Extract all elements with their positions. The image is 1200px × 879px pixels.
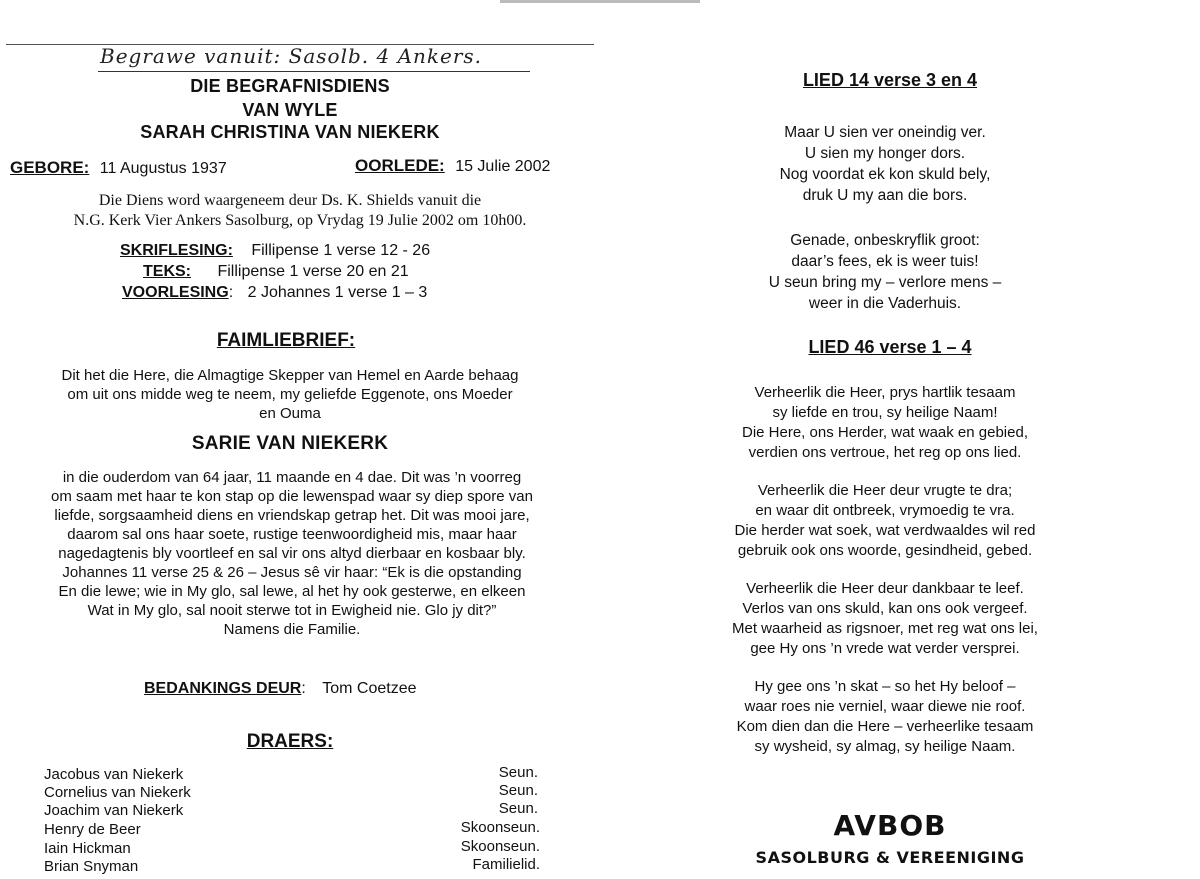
title-line-2: VAN WYLE	[242, 100, 338, 120]
hymn-line: Hy gee ons ’n skat – so het Hy beloof –	[754, 678, 1016, 695]
hymn-line: Verheerlik die Heer deur vrugte te dra;	[757, 482, 1013, 499]
hymn-line: en waar dit ontbreek, vrymoedig te vra.	[755, 502, 1015, 519]
reading-value: 2 Johannes 1 verse 1 – 3	[247, 284, 428, 301]
thanks-label: BEDANKINGS DEUR	[144, 680, 302, 697]
died-value: 15 Julie 2002	[455, 158, 551, 175]
reading-skriflesing	[120, 242, 430, 260]
avbob-branch: SASOLBURG & VEREENIGING	[755, 848, 1025, 867]
reading-voorlesing	[122, 284, 427, 302]
bearer-name: Cornelius van Niekerk	[44, 784, 191, 801]
body-line: Wat in My glo, sal nooit sterwe tot in Ewigheid nie. Glo jy dit?”	[87, 602, 497, 619]
title-line-3: SARAH CHRISTINA VAN NIEKERK	[140, 122, 440, 142]
died-row	[355, 156, 550, 176]
reading-value: Fillipense 1 verse 12 - 26	[251, 242, 431, 259]
hymn2-stanza-4	[715, 677, 1055, 757]
intro-line: Dit het die Here, die Almagtige Skepper van Hemel en Aarde behaag	[61, 367, 519, 384]
body-line: En die lewe; wie in My glo, sal lewe, al het hy ook gesterwe, en elkeen	[58, 583, 526, 600]
born-value: 11 Augustus 1937	[99, 160, 227, 177]
bearer-name: Henry de Beer	[44, 821, 141, 838]
hymn-line: Met waarheid as rigsnoer, met reg wat ons lei,	[732, 620, 1038, 637]
body-line: daarom sal ons haar soete, rustige teenwoordigheid mis, maar haar	[67, 526, 517, 543]
hymn1-stanza-2	[740, 230, 1030, 314]
bearer-relation: Seun.	[498, 764, 538, 781]
hymn-line: Kom dien dan die Here – verheerlike tesaam	[736, 718, 1034, 735]
body-line: in die ouderdom van 64 jaar, 11 maande en 4 dae. Dit was ’n voorreg	[62, 469, 522, 486]
body-line: om saam met haar te kon stap op die lewenspad waar sy diep spore van	[51, 488, 533, 505]
hymn1-stanza-1	[740, 122, 1030, 206]
hymn-line: sy liefde en trou, sy heilige Naam!	[772, 404, 998, 421]
bearer-relation: Seun.	[498, 800, 538, 817]
handwritten-underline	[98, 71, 530, 72]
hymn-line: waar roes nie verniel, waar diewe nie roof.	[744, 698, 1026, 715]
hymn-line: weer in die Vaderhuis.	[808, 295, 962, 312]
bearer-name: Iain Hickman	[44, 840, 131, 857]
thanks-value: Tom Coetzee	[322, 680, 417, 697]
bearer-relation: Familielid.	[472, 856, 540, 873]
hymn-line: Verlos van ons skuld, kan ons ook vergeef.	[742, 600, 1028, 617]
hymn-line: sy wysheid, sy almag, sy heilige Naam.	[754, 738, 1016, 755]
hymn-line: Genade, onbeskryflik groot:	[790, 232, 980, 249]
hymn-line: U seun bring my – verlore mens –	[768, 274, 1002, 291]
bearer-name: Brian Snyman	[44, 858, 139, 875]
handwritten-note: Begrawe vanuit: Sasolb. 4 Ankers.	[100, 44, 483, 68]
body-line: liefde, sorgsaamheid diens en vriendskap getrap het. Dit was mooi jare,	[54, 507, 530, 524]
right-page	[600, 0, 1200, 879]
reading-label: VOORLESING	[122, 284, 229, 301]
hymn-line: gebruik ook ons woorde, gesindheid, gebed.	[737, 542, 1033, 559]
avbob-logo: AVBOB	[833, 809, 947, 842]
hymn-line: Maar U sien ver oneindig ver.	[784, 124, 986, 141]
died-label: OORLEDE:	[355, 156, 445, 175]
bearer-relation: Skoonseun.	[460, 838, 540, 855]
hymn2-stanza-1	[715, 383, 1055, 463]
hymn-line: gee Hy ons ’n vrede wat verder versprei.	[750, 640, 1020, 657]
hymn-line: Verheerlik die Heer, prys hartlik tesaam	[754, 384, 1016, 401]
hymn-line: U sien my honger dors.	[804, 145, 966, 162]
hymn-line: druk U my aan die bors.	[802, 187, 968, 204]
family-letter-title: FAIMLIEBRIEF:	[216, 330, 356, 351]
bearer-name: Jacobus van Niekerk	[44, 766, 184, 783]
family-letter-intro	[20, 366, 560, 423]
reading-value: Fillipense 1 verse 20 en 21	[217, 263, 409, 280]
reading-label: TEKS:	[143, 263, 191, 280]
bearer-relation: Skoonseun.	[460, 819, 540, 836]
reading-suffix: :	[228, 284, 234, 301]
intro-line: en Ouma	[259, 405, 321, 422]
hymn2-title: LIED 46 verse 1 – 4	[808, 337, 972, 357]
reading-teks	[143, 263, 409, 281]
hymn1-title: LIED 14 verse 3 en 4	[802, 70, 978, 90]
family-letter-body	[22, 468, 562, 639]
service-line-2: N.G. Kerk Vier Ankers Sasolburg, op Vrydag 19 Julie 2002 om 10h00.	[73, 212, 527, 229]
hymn-line: Nog voordat ek kon skuld bely,	[779, 166, 991, 183]
born-label: GEBORE:	[10, 158, 90, 177]
deceased-name: SARIE VAN NIEKERK	[191, 433, 389, 454]
title-line-1: DIE BEGRAFNISDIENS	[190, 76, 390, 96]
thanks-suffix: :	[301, 680, 306, 697]
hymn-line: Verheerlik die Heer deur dankbaar te leef.	[746, 580, 1024, 597]
service-line-1: Die Diens word waargeneem deur Ds. K. Shields vanuit die	[98, 192, 482, 209]
hymn2-stanza-3	[715, 579, 1055, 659]
bearer-relation: Seun.	[498, 782, 538, 799]
bearers-title: DRAERS:	[246, 731, 334, 752]
intro-line: om uit ons midde weg te neem, my geliefde Eggenote, ons Moeder	[67, 386, 513, 403]
hymn-line: verdien ons vertroue, het reg op ons lied.	[748, 444, 1022, 461]
thanks-row	[144, 680, 417, 698]
hymn2-stanza-2	[715, 481, 1055, 561]
body-line: Johannes 11 verse 25 & 26 – Jesus sê vir haar: “Ek is die opstanding	[62, 564, 522, 581]
hymn-line: daar’s fees, ek is weer tuis!	[791, 253, 979, 270]
hymn-line: Die herder wat soek, wat verdwaaldes wil red	[734, 522, 1036, 539]
reading-label: SKRIFLESING:	[120, 242, 233, 259]
body-line: Namens die Familie.	[223, 621, 361, 638]
body-line: nagedagtenis bly voortleef en sal vir ons altyd dierbaar en kosbaar bly.	[58, 545, 526, 562]
hymn-line: Die Here, ons Herder, wat waak en gebied,	[742, 424, 1028, 441]
born-row	[10, 158, 227, 178]
bearer-name: Joachim van Niekerk	[44, 802, 184, 819]
